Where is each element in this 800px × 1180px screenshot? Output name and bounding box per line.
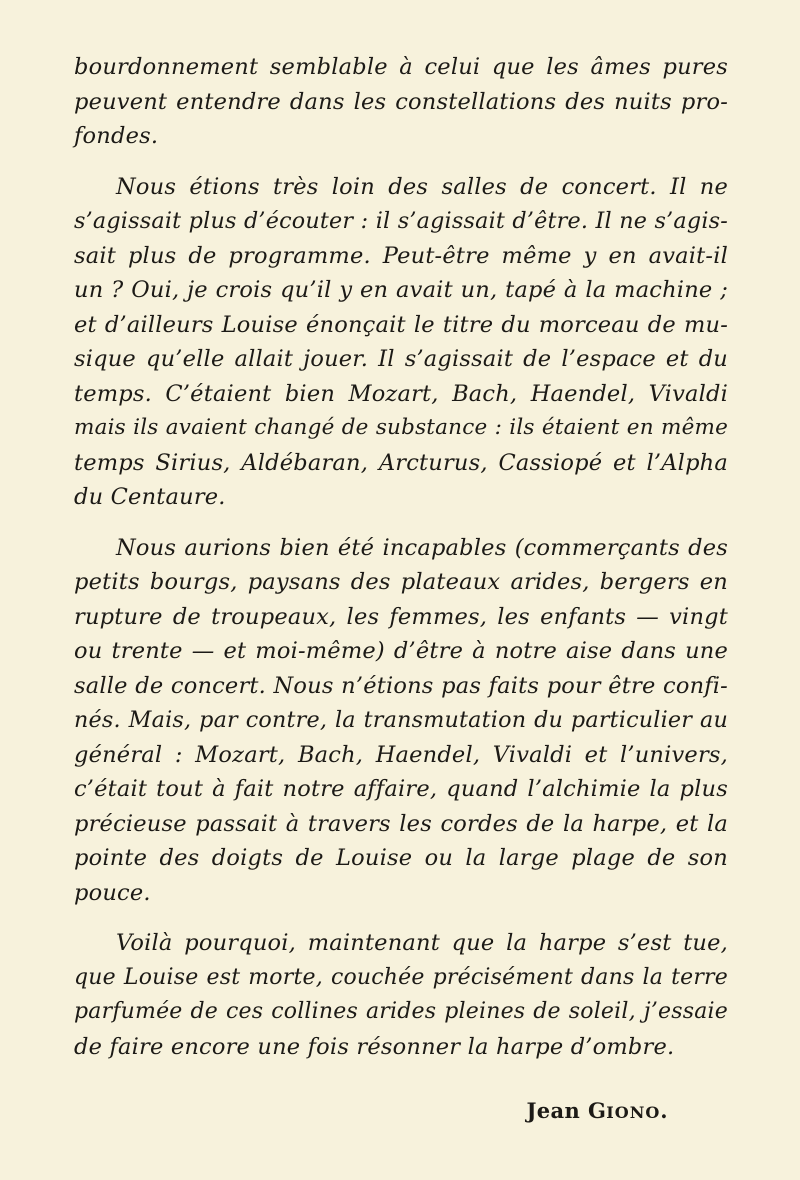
text-line: précieuse passait à travers les cordes de la harpe, et la	[74, 810, 728, 837]
text-line: nés. Mais, par contre, la transmutation du particulier au	[74, 707, 728, 733]
text-line: du Centaure.	[74, 484, 226, 510]
author-last-name-initial: G	[587, 1098, 607, 1123]
paragraph-3	[74, 531, 728, 911]
text-line: sique qu’elle allait jouer. Il s’agissait de l’espace et du	[74, 346, 728, 372]
text-line: sait plus de programme. Peut-être même y en avait-il	[74, 242, 728, 269]
text-line: que Louise est morte, couchée précisément dans la terre	[74, 964, 728, 990]
text-line: général : Mozart, Bach, Haendel, Vivaldi et l’univers,	[74, 741, 728, 768]
text-line: bourdonnement semblable à celui que les âmes pures	[74, 54, 728, 80]
paragraph-1	[74, 50, 728, 154]
text-line: Nous étions très loin des salles de concert. Il ne	[116, 173, 728, 200]
text-line: ou trente — et moi-même) d’être à notre aise dans une	[74, 638, 728, 664]
text-line: de faire encore une fois résonner la harpe d’ombre.	[74, 1033, 675, 1060]
text-line: un ? Oui, je crois qu’il y en avait un, tapé à la machine ;	[74, 277, 728, 303]
text-line: c’était tout à fait notre affaire, quand l’alchimie la plus	[74, 776, 728, 802]
text-line: mais ils avaient changé de substance : ils étaient en même	[74, 415, 728, 440]
text-line: Voilà pourquoi, maintenant que la harpe s’est tue,	[116, 930, 728, 956]
paragraph-4	[74, 926, 728, 1064]
text-line: fondes.	[74, 123, 159, 149]
text-line: rupture de troupeaux, les femmes, les enfants — vingt	[74, 603, 728, 630]
author-first-name: Jean	[526, 1098, 581, 1123]
text-line: temps. C’étaient bien Mozart, Bach, Haendel, Vivaldi	[74, 380, 728, 407]
text-line: pouce.	[74, 879, 151, 906]
text-line: peuvent entendre dans les constellations des nuits pro-	[74, 88, 728, 115]
text-line: s’agissait plus d’écouter : il s’agissait d’être. Il ne s’agis-	[74, 208, 728, 234]
text-line: et d’ailleurs Louise énonçait le titre du morceau de mu-	[74, 311, 728, 338]
text-line: salle de concert. Nous n’étions pas faits pour être confi-	[74, 672, 728, 699]
body-text	[74, 50, 728, 1064]
author-last-name-rest: IONO	[606, 1103, 661, 1122]
paragraph-2	[74, 170, 728, 515]
text-line: petits bourgs, paysans des plateaux arides, bergers en	[74, 569, 728, 595]
text-line: pointe des doigts de Louise ou la large plage de son	[74, 845, 728, 871]
author-period: .	[660, 1098, 668, 1123]
text-line: Nous aurions bien été incapables (commerçants des	[116, 534, 728, 561]
text-line: temps Sirius, Aldébaran, Arcturus, Cassiopé et l’Alpha	[74, 449, 728, 476]
text-line: parfumée de ces collines arides pleines de soleil, j’essaie	[74, 999, 728, 1024]
author-signature	[526, 1098, 668, 1123]
